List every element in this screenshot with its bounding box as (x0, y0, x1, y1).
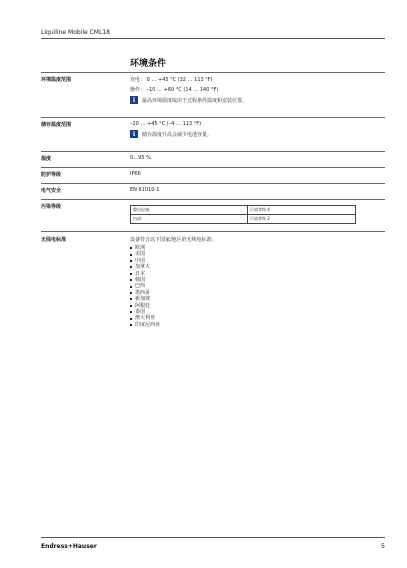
pollution-name-cell: 整台设备: (131, 206, 248, 215)
bullet-icon (130, 286, 132, 288)
pollution-name-cell: 内部: (131, 215, 248, 224)
wireless-intro: 设备符合以下国家/地区的无线电标准： (130, 237, 217, 243)
bullet-icon (130, 273, 132, 275)
table-row (131, 215, 356, 224)
humidity-value: 0…95 % (130, 155, 151, 161)
footer-divider (41, 537, 385, 538)
bullet-icon (130, 324, 132, 326)
list-item: 新加坡 (130, 296, 160, 302)
list-item: 中国 (130, 258, 160, 264)
row-divider (41, 183, 385, 184)
pollution-degree-cell: 污染等级 2 (248, 215, 356, 224)
row-divider (41, 231, 385, 232)
pollution-degree-cell: 污染等级 4 (248, 206, 356, 215)
pollution-table (130, 205, 356, 224)
bullet-icon (130, 254, 132, 256)
ambient-temp-note (130, 96, 247, 104)
list-item: 韩国 (130, 277, 160, 283)
bullet-icon (130, 311, 132, 313)
bullet-icon (130, 279, 132, 281)
list-item: 美国 (130, 251, 160, 257)
electrical-safety-label: 电气安全 (41, 188, 62, 194)
list-item: 加拿大 (130, 264, 160, 270)
list-item: 澳大利亚 (130, 315, 160, 321)
storage-temp-note-text: 储存温度升高会减少电池容量。 (142, 131, 213, 138)
row-divider (41, 167, 385, 168)
storage-temp-label: 储存温度范围 (41, 122, 72, 128)
list-item: 日本 (130, 271, 160, 277)
row-divider (41, 199, 385, 200)
ambient-temp-note-text: 最高环境温度取决于过程条件温度和安装位置。 (142, 97, 248, 104)
pollution-label: 污染等级 (41, 204, 62, 210)
wireless-label: 无线电标准 (41, 237, 67, 243)
bullet-icon (130, 260, 132, 262)
bullet-icon (130, 266, 132, 268)
table-row (131, 206, 356, 215)
row-divider (41, 117, 385, 118)
country-list (130, 245, 160, 328)
bullet-icon (130, 292, 132, 294)
protection-value: IP66 (130, 171, 141, 177)
storage-temp-note (130, 130, 212, 138)
bullet-icon (130, 247, 132, 249)
footer-brand: Endress+Hauser (41, 543, 97, 550)
ambient-temp-operation: 操作： –10 … +60 °C (14 … 140 °F) (130, 87, 219, 93)
list-item: 阿根廷 (130, 303, 160, 309)
section-title: 环境条件 (130, 59, 167, 69)
list-item: 印度尼西亚 (130, 322, 160, 328)
ambient-temp-charging: 充电： 0 … +45 °C (32 … 113 °F) (130, 77, 213, 83)
info-icon: i (130, 96, 138, 104)
bullet-icon (130, 305, 132, 307)
protection-label: 防护等级 (41, 172, 62, 178)
list-item: 巴西 (130, 283, 160, 289)
bullet-icon (130, 298, 132, 300)
list-item: 欧洲 (130, 245, 160, 251)
row-divider (41, 72, 385, 73)
list-item: 墨西哥 (130, 290, 160, 296)
info-icon: i (130, 130, 138, 138)
page-header: Liquiline Mobile CML18 (41, 29, 110, 36)
page-number: 5 (381, 543, 385, 550)
header-divider (41, 38, 385, 39)
bullet-icon (130, 318, 132, 320)
storage-temp-value: –20 … +45 °C (–4 … 113 °F) (130, 121, 202, 127)
ambient-temp-label: 环境温度范围 (41, 77, 72, 83)
humidity-label: 湿度 (41, 156, 52, 162)
row-divider (41, 151, 385, 152)
electrical-safety-value: EN 61010-1 (130, 187, 160, 193)
list-item: 泰国 (130, 309, 160, 315)
